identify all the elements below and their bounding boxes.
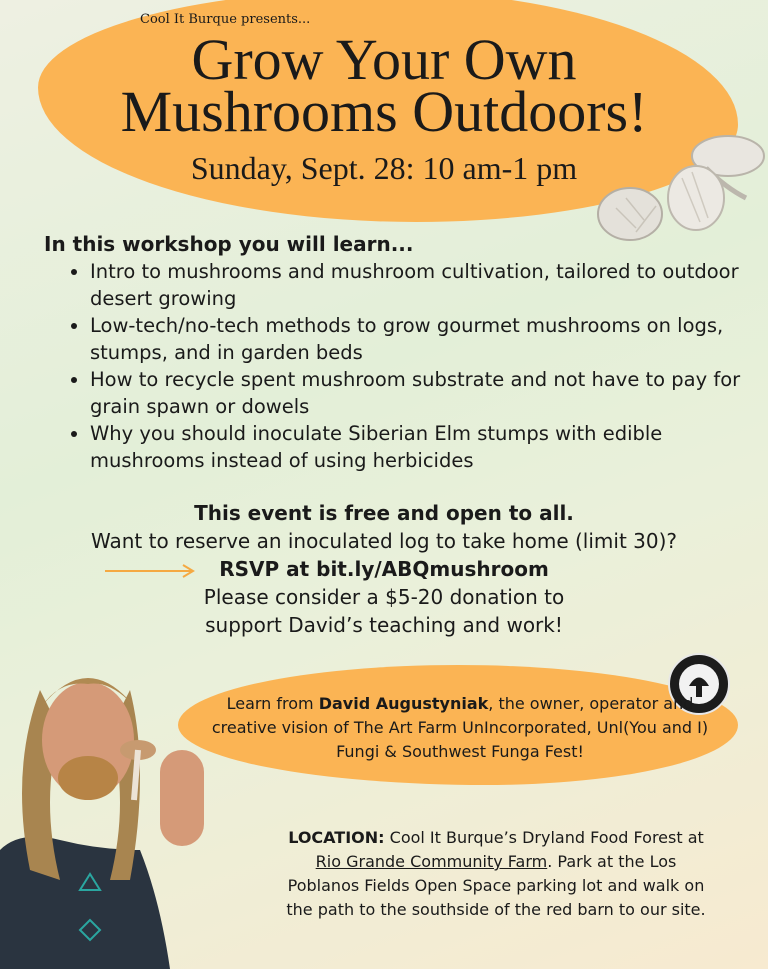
teacher-info: [200, 692, 720, 764]
location-part-2: . Park at the Los Poblanos Fields Open Space parking lot and walk on the path to the southside of the red barn to our site.: [286, 852, 706, 919]
location-label: LOCATION:: [288, 828, 385, 847]
presenter-line: Cool It Burque presents...: [140, 12, 311, 27]
location-part-1: Cool It Burque’s Dryland Food Forest at: [384, 828, 704, 847]
free-event-text: This event is free and open to all.: [194, 501, 574, 525]
oyster-mushroom-image: [596, 128, 768, 258]
donation-text: Please consider a $5-20 donation to support David’s teaching and work!: [203, 585, 565, 637]
teacher-photo: [0, 650, 260, 969]
list-item: • How to recycle spent mushroom substrate and not have to pay for grain spawn or dowels: [90, 366, 768, 420]
title-line-1: Grow Your Own: [191, 27, 577, 92]
title-line-2: Mushrooms Outdoors!: [120, 79, 648, 144]
teacher-name: David Augustyniak: [318, 694, 489, 713]
list-item: • Low-tech/no-tech methods to grow gourmet mushrooms on logs, stumps, and in garden beds: [90, 312, 768, 366]
teacher-prefix: Learn from: [226, 694, 319, 713]
list-item: • Intro to mushrooms and mushroom cultivation, tailored to outdoor desert growing: [90, 258, 768, 312]
reserve-text: Want to reserve an inoculated log to take home (limit 30)?: [90, 529, 678, 553]
farm-link[interactable]: Rio Grande Community Farm: [315, 852, 548, 871]
list-item: • Why you should inoculate Siberian Elm stumps with edible mushrooms instead of using herbicides: [90, 420, 768, 474]
event-date: Sunday, Sept. 28: 10 am-1 pm: [190, 150, 578, 186]
page-title: [0, 27, 768, 144]
location-text: [286, 826, 706, 922]
rsvp-link[interactable]: RSVP at bit.ly/ABQmushroom: [219, 557, 549, 581]
learn-heading: In this workshop you will learn...: [44, 232, 414, 256]
learn-list: [64, 258, 768, 474]
teacher-suffix: , the owner, operator and creative vision of The Art Farm UnIncorporated, Unl(You and I) Fungi & Southwest Funga Fest!: [211, 694, 709, 761]
